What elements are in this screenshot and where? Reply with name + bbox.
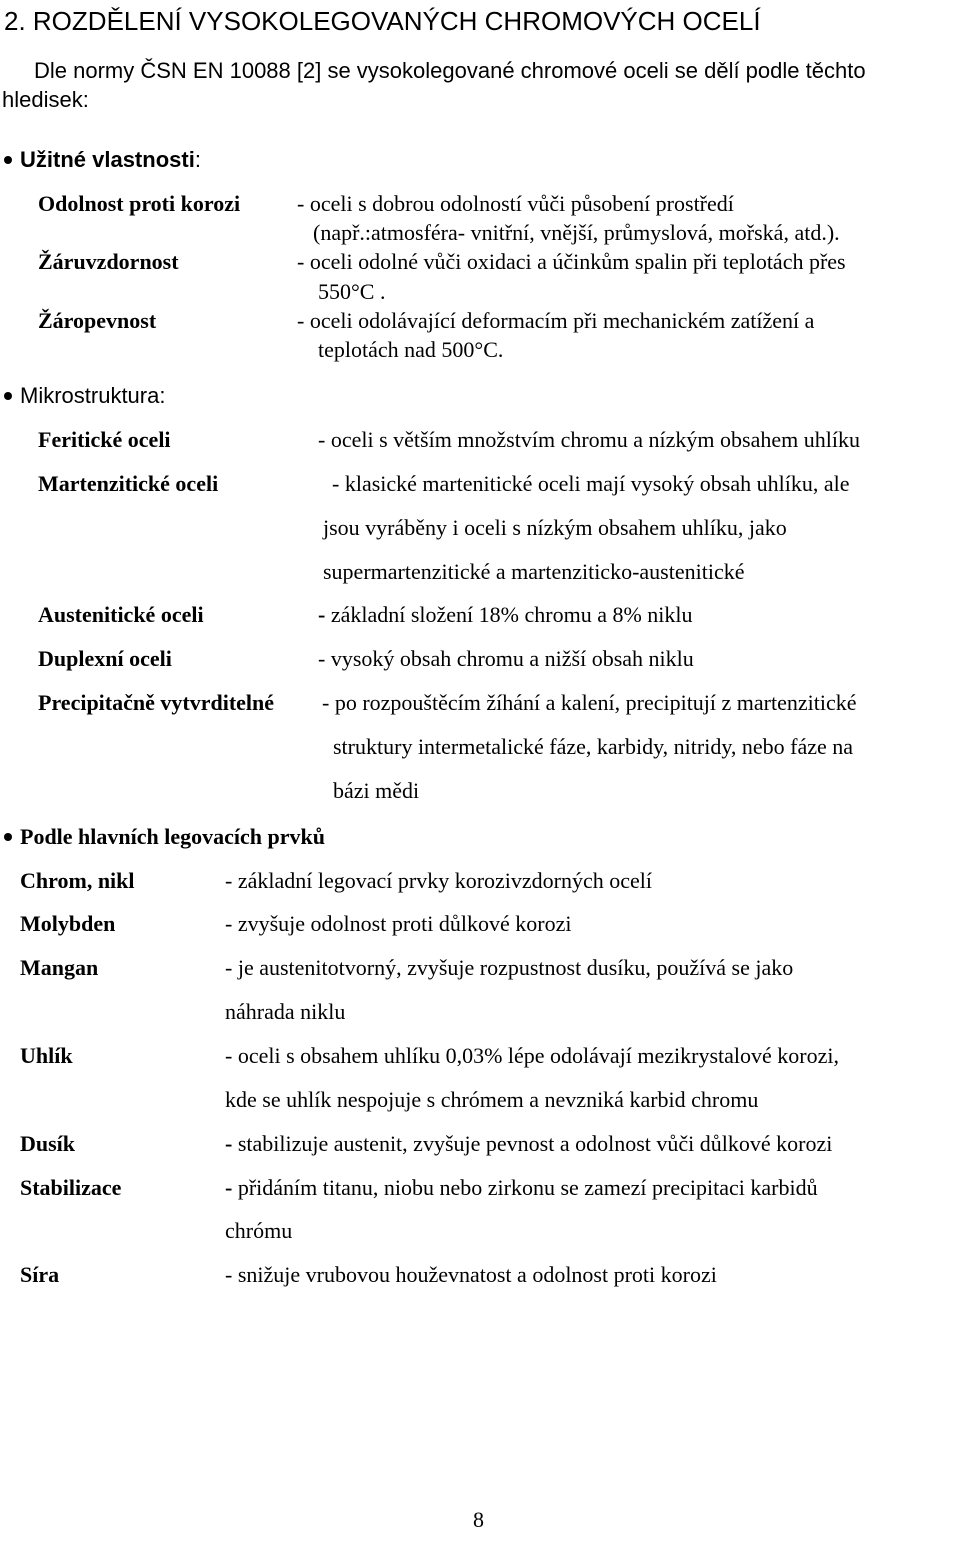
desc-corrosion-2: (např.:atmosféra- vnitřní, vnější, průmyslová, mořská, atd.). <box>313 220 840 245</box>
term-chrom-nikl: Chrom, nikl <box>20 868 135 893</box>
term-mangan: Mangan <box>20 955 99 980</box>
bullet-dot <box>4 833 12 841</box>
desc-dusik-text: stabilizuje austenit, zvyšuje pevnost a odolnost vůči důlkové korozi <box>232 1131 833 1156</box>
term-dusik: Dusík <box>20 1131 76 1156</box>
desc-mangan-2: náhrada niklu <box>225 999 346 1024</box>
desc-precipitation-2: struktury intermetalické fáze, karbidy, nitridy, nebo fáze na <box>333 734 854 759</box>
desc-stabilizace-dash: - <box>225 1175 233 1200</box>
bullet-dot <box>4 392 12 400</box>
term-uhlik: Uhlík <box>20 1043 73 1068</box>
term-stabilizace: Stabilizace <box>20 1175 122 1200</box>
desc-uhlik-1: - oceli s obsahem uhlíku 0,03% lépe odolávají mezikrystalové korozi, <box>225 1043 840 1068</box>
desc-dusik-1 <box>225 1133 832 1155</box>
section-uses-colon: : <box>194 147 201 172</box>
desc-chrom-nikl-1: - základní legovací prvky korozivzdorných ocelí <box>225 868 653 893</box>
desc-stabilizace-text: přidáním titanu, niobu nebo zirkonu se zamezí precipitaci karbidů <box>232 1175 818 1200</box>
page-heading: 2. ROZDĚLENÍ VYSOKOLEGOVANÝCH CHROMOVÝCH OCELÍ <box>4 6 761 36</box>
section-alloy-title: Podle hlavních legovacích prvků <box>20 824 325 849</box>
section-uses-title <box>20 149 201 171</box>
section-micro-title <box>20 385 165 407</box>
intro-line-1: Dle normy ČSN EN 10088 [2] se vysokolegované chromové oceli se dělí podle těchto <box>34 58 866 83</box>
desc-sira-1: - snižuje vrubovou houževnatost a odolnost proti korozi <box>225 1262 717 1287</box>
desc-precipitation-1: - po rozpouštěcím žíhání a kalení, precipitují z martenzitické <box>322 690 857 715</box>
term-austenitic: Austenitické oceli <box>38 602 204 627</box>
desc-martensitic-2: jsou vyráběny i oceli s nízkým obsahem uhlíku, jako <box>323 515 787 540</box>
desc-martensitic-1: - klasické martenitické oceli mají vysoký obsah uhlíku, ale <box>332 471 850 496</box>
term-precipitation: Precipitačně vytvrditelné <box>38 690 275 715</box>
term-duplex: Duplexní oceli <box>38 646 172 671</box>
desc-austenitic-text: základní složení 18% chromu a 8% niklu <box>325 602 693 627</box>
desc-corrosion-1: - oceli s dobrou odolností vůči působení prostředí <box>297 191 734 216</box>
section-micro-title-text: Mikrostruktura <box>20 383 160 408</box>
desc-stabilizace-2: chrómu <box>225 1218 293 1243</box>
desc-dusik-dash: - <box>225 1131 233 1156</box>
section-uses-title-text: Užitné vlastnosti <box>20 147 195 172</box>
desc-creep-resistance-1: - oceli odolávající deformacím při mechanickém zatížení a <box>297 308 815 333</box>
term-heat-resistance: Žáruvzdornost <box>38 249 179 274</box>
term-creep-resistance: Žáropevnost <box>38 308 157 333</box>
desc-duplex-1: - vysoký obsah chromu a nižší obsah niklu <box>318 646 694 671</box>
desc-austenitic-1 <box>318 604 693 626</box>
bullet-dot <box>4 156 12 164</box>
desc-austenitic-dash: - <box>318 602 326 627</box>
term-molybden: Molybden <box>20 911 116 936</box>
term-corrosion: Odolnost proti korozi <box>38 191 241 216</box>
section-micro-colon: : <box>159 383 166 408</box>
term-ferritic: Feritické oceli <box>38 427 171 452</box>
desc-ferritic-1: - oceli s větším množstvím chromu a nízkým obsahem uhlíku <box>318 427 860 452</box>
term-martensitic: Martenzitické oceli <box>38 471 219 496</box>
desc-precipitation-3: bázi mědi <box>333 778 420 803</box>
desc-heat-resistance-1: - oceli odolné vůči oxidaci a účinkům spalin při teplotách přes <box>297 249 846 274</box>
desc-uhlik-2: kde se uhlík nespojuje s chrómem a nevzniká karbid chromu <box>225 1087 759 1112</box>
desc-mangan-1: - je austenitotvorný, zvyšuje rozpustnost dusíku, používá se jako <box>225 955 794 980</box>
page-number: 8 <box>473 1507 484 1532</box>
desc-heat-resistance-2: 550°C . <box>318 279 386 304</box>
desc-stabilizace-1 <box>225 1177 818 1199</box>
intro-line-2: hledisek: <box>2 87 89 112</box>
term-sira: Síra <box>20 1262 60 1287</box>
desc-molybden-1: - zvyšuje odolnost proti důlkové korozi <box>225 911 572 936</box>
desc-creep-resistance-2: teplotách nad 500°C. <box>318 337 504 362</box>
desc-martensitic-3: supermartenzitické a martenziticko-austenitické <box>323 559 745 584</box>
